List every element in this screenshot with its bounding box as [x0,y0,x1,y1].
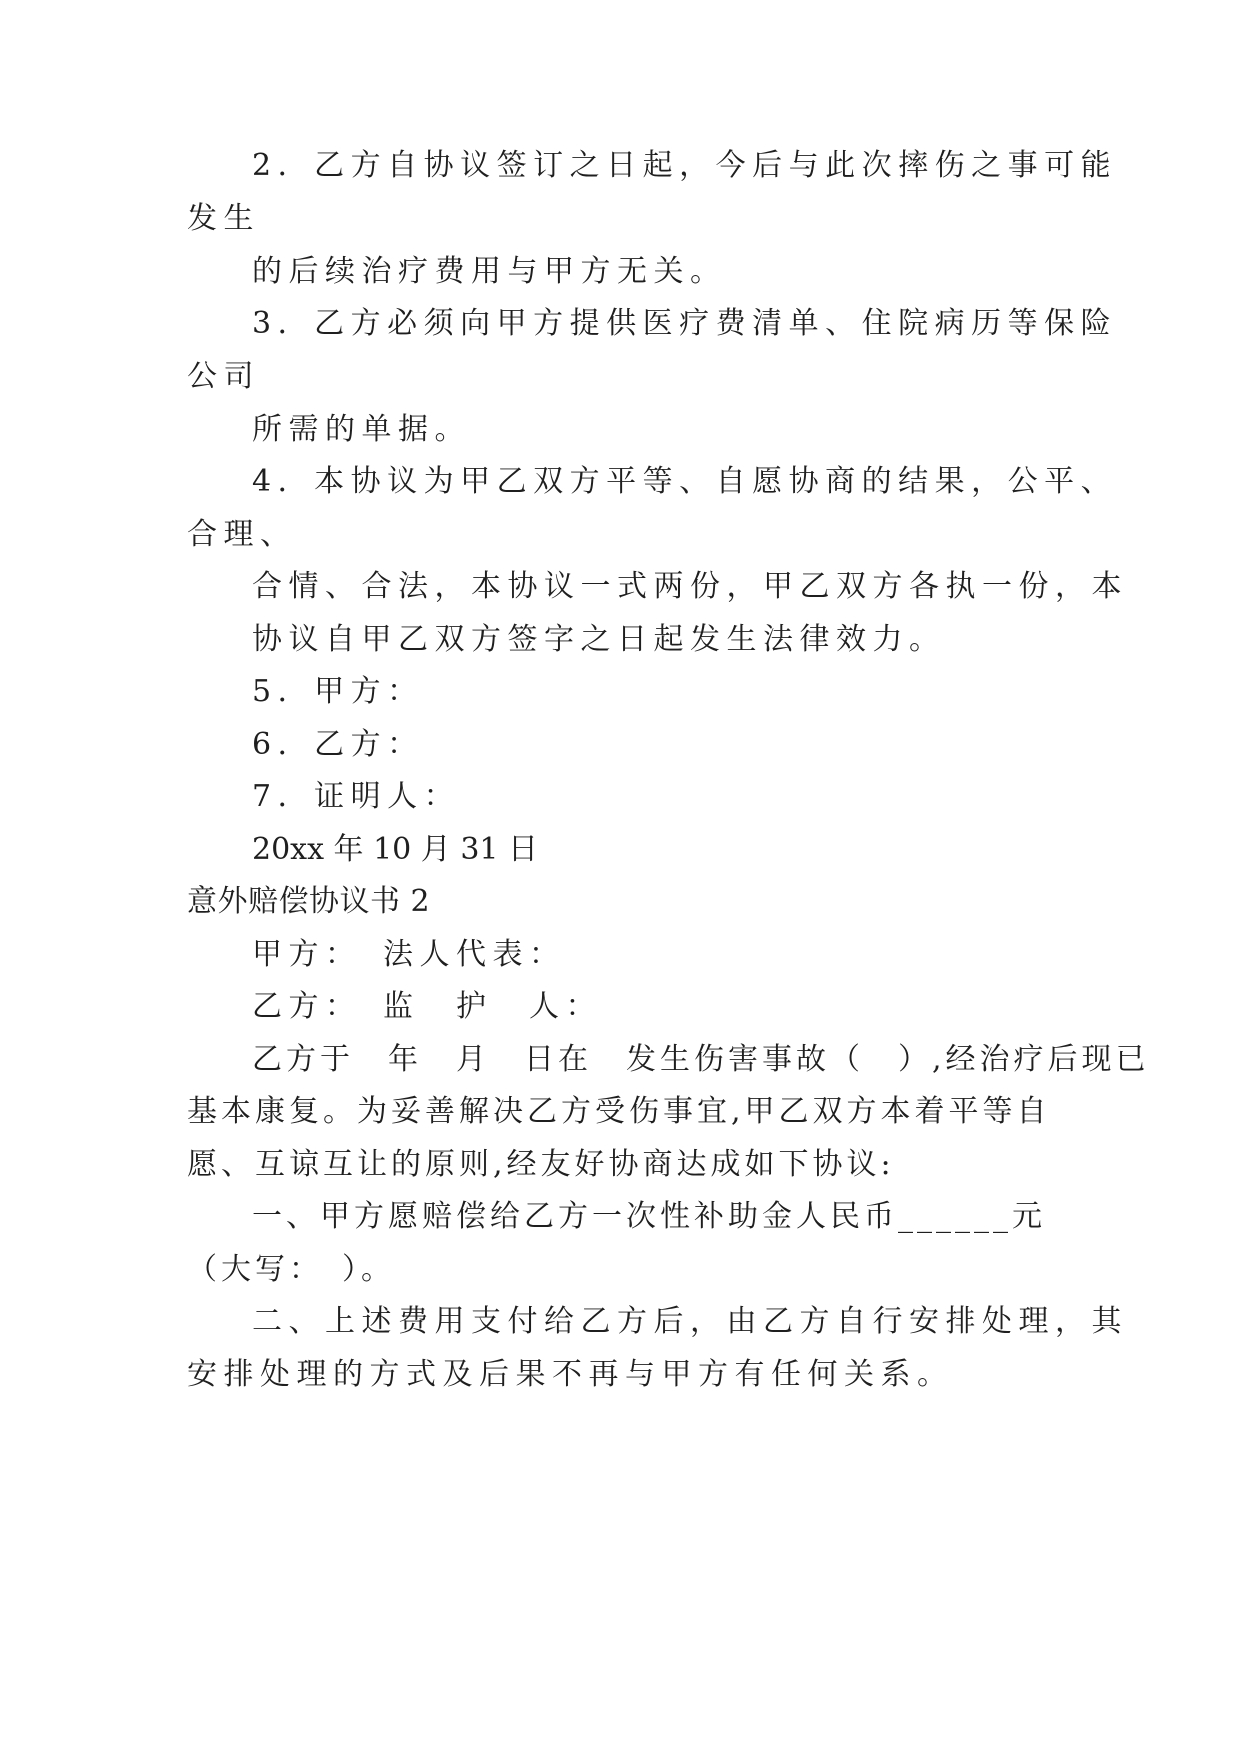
intro-line-2: 基本康复。为妥善解决乙方受伤事宜,甲乙双方本着平等自 [187,1094,1051,1129]
clause-7-witness: 7．证明人： [252,779,461,814]
article-2-line-2: 安排处理的方式及后果不再与甲方有任何关系。 [187,1357,954,1392]
clause-2-line-2: 发生 [187,201,260,236]
intro-line-3: 愿、互谅互让的原则,经友好协商达成如下协议: [187,1147,895,1182]
clause-3-line-2: 公司 [187,359,260,394]
clause-2-line-1: 2．乙方自协议签订之日起，今后与此次摔伤之事可能 [252,148,1118,183]
article-1-line-2: （大写： ）。 [187,1252,395,1287]
clause-3-line-1: 3．乙方必须向甲方提供医疗费清单、住院病历等保险 [252,306,1118,341]
clause-2-line-3: 的后续治疗费用与甲方无关。 [252,254,727,289]
article-2-line-1: 二、上述费用支付给乙方后，由乙方自行安排处理，其 [252,1304,1128,1339]
signing-date: 20xx 年 10 月 31 日 [252,832,539,867]
clause-4-line-1: 4．本协议为甲乙双方平等、自愿协商的结果，公平、 [252,464,1118,499]
clause-4-line-2: 合理、 [187,517,297,552]
clause-4-line-3: 合情、合法，本协议一式两份，甲乙双方各执一份，本 [252,569,1128,604]
section-title: 意外赔偿协议书 2 [187,884,431,919]
clause-3-line-3: 所需的单据。 [252,412,471,447]
party-a-line: 甲方： 法人代表： [252,937,566,972]
clause-4-line-4: 协议自甲乙双方签字之日起发生法律效力。 [252,622,946,657]
clause-5-party-a: 5．甲方： [252,674,424,709]
clause-6-party-b: 6．乙方： [252,727,424,762]
article-1-line-1: 一、甲方愿赔偿给乙方一次性补助金人民币______元 [252,1199,1046,1234]
intro-line-1: 乙方于 年 月 日在 发生伤害事故（ ）,经治疗后现已 [252,1042,1150,1077]
party-b-line: 乙方： 监 护 人： [252,989,602,1024]
